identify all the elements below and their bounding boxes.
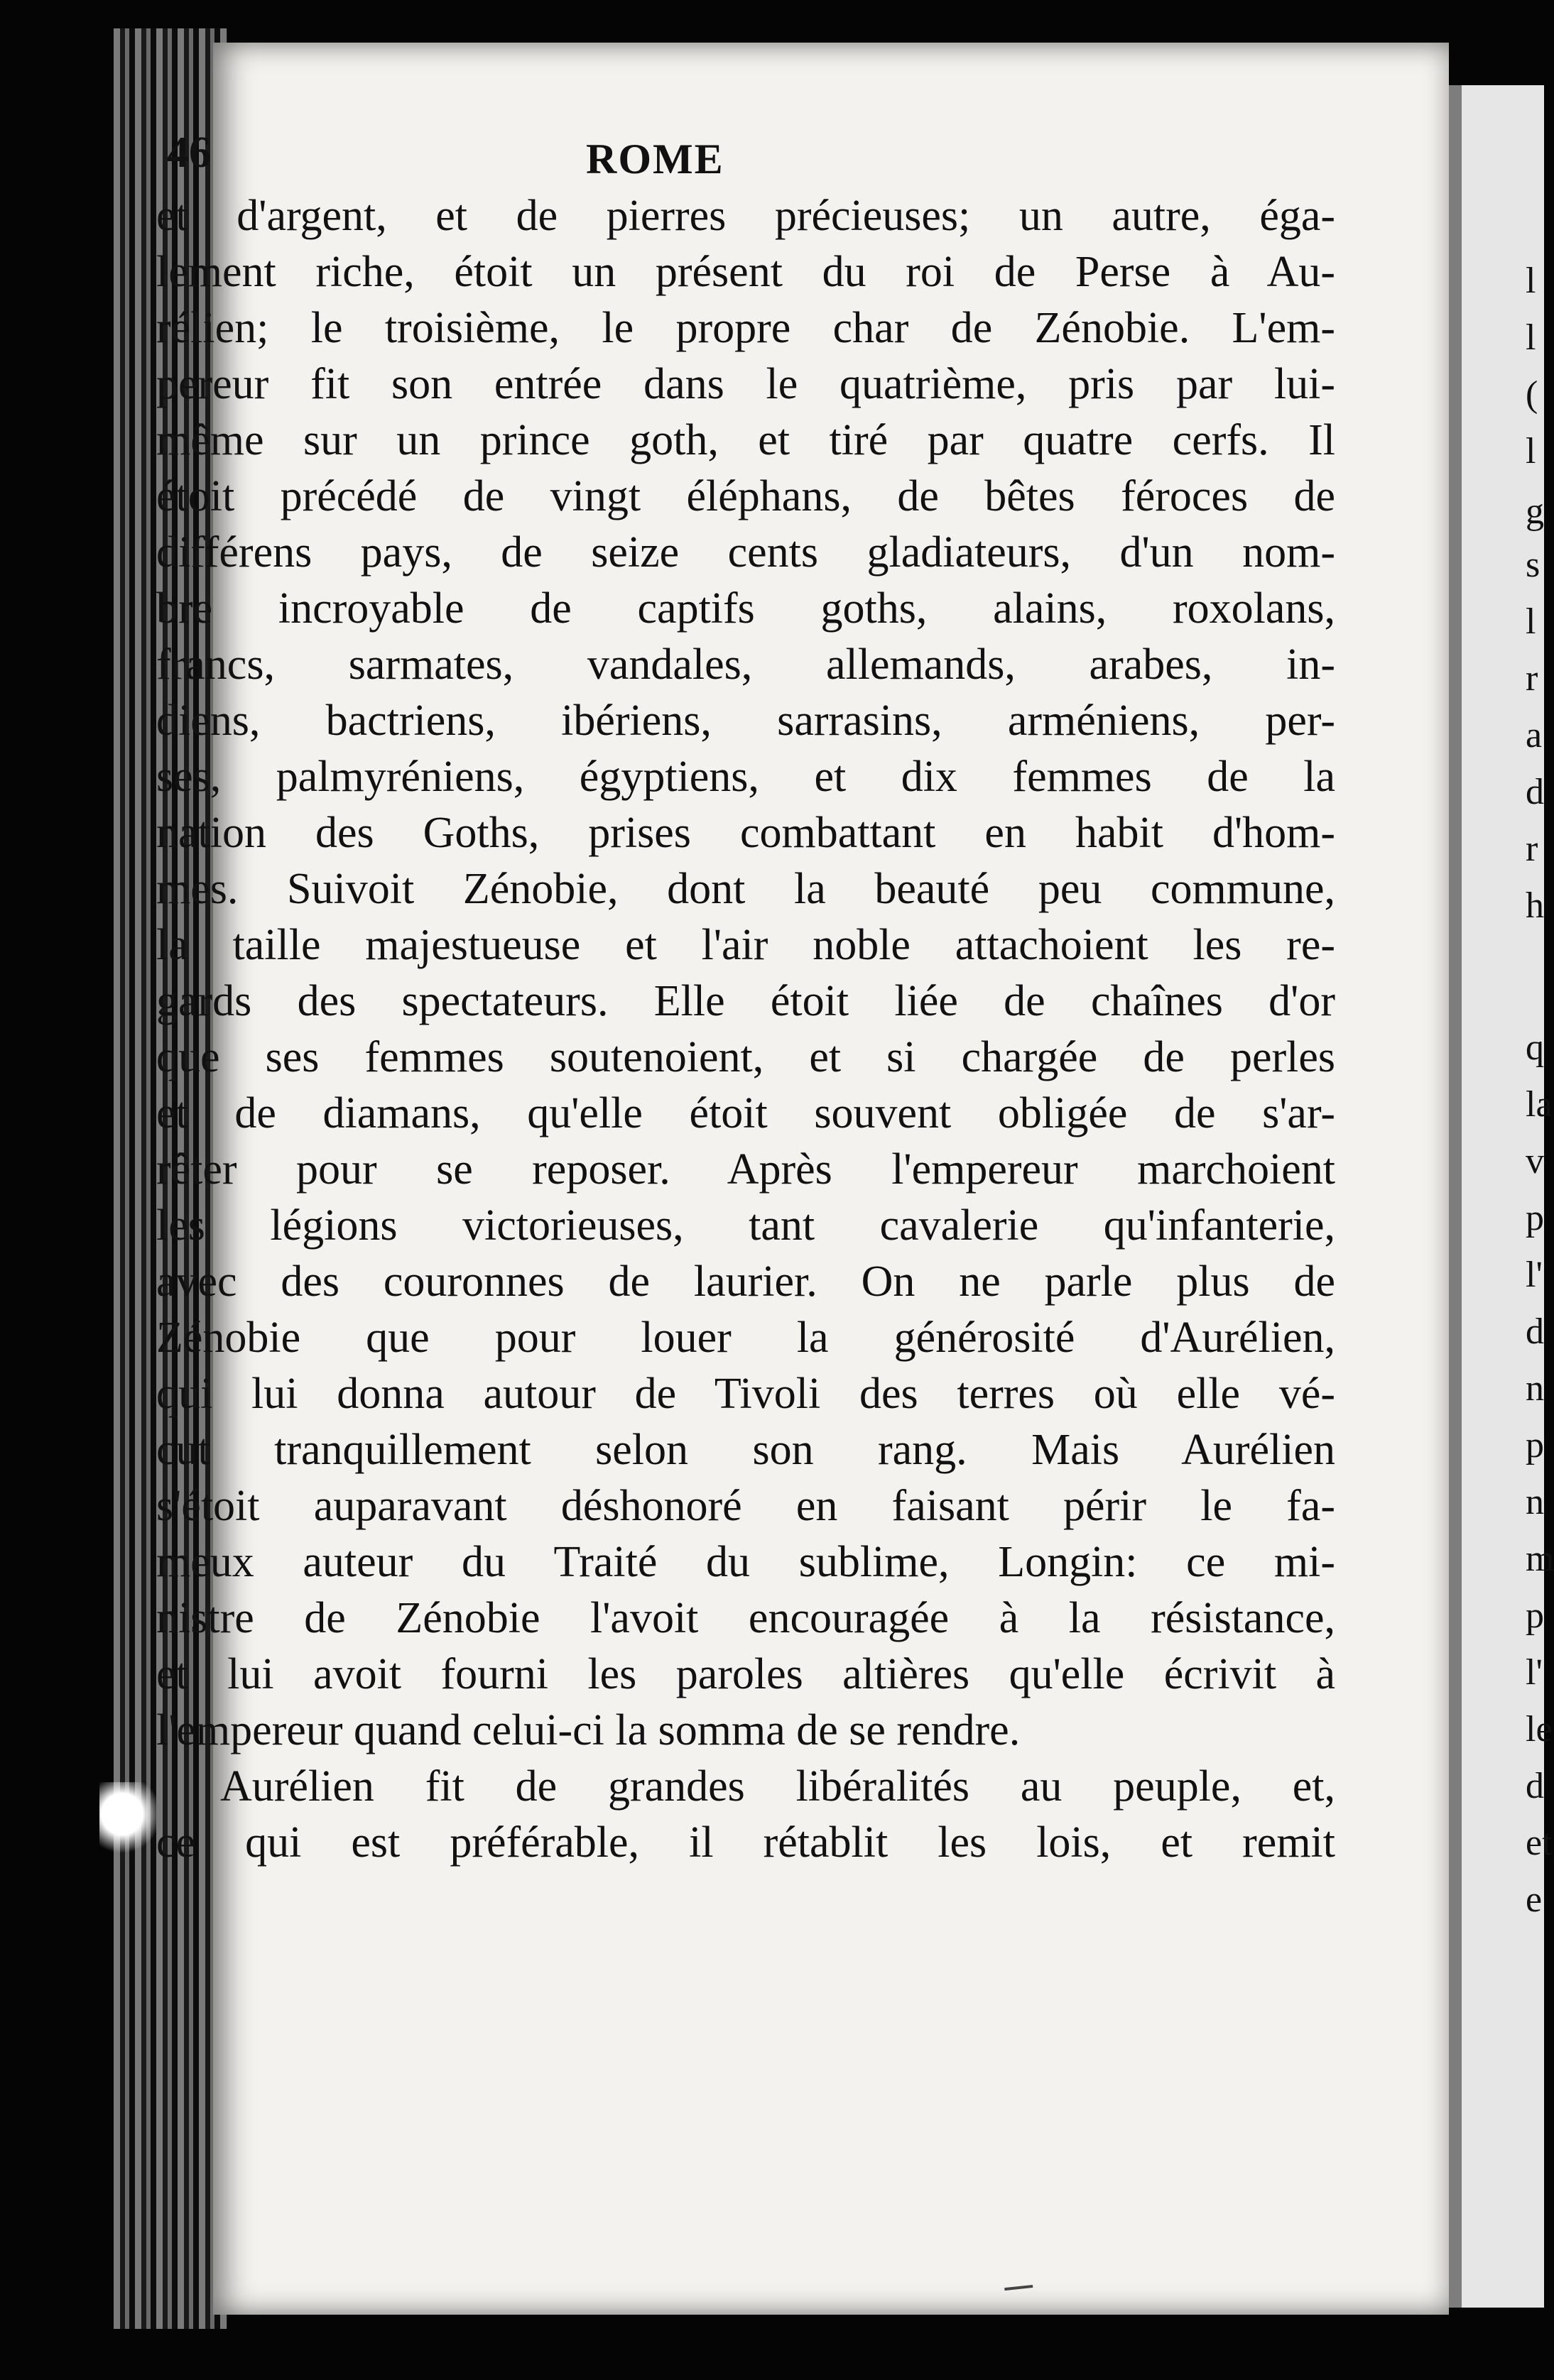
text-line: différens pays, de seize cents gladiateurs, d'un nom-	[156, 528, 1335, 577]
facing-page-fragment: (	[1526, 374, 1538, 415]
facing-page-fragment: s	[1526, 545, 1541, 585]
text-line: et d'argent, et de pierres précieuses; un autre, éga-	[156, 192, 1335, 240]
facing-page-fragment: d	[1526, 1311, 1544, 1352]
facing-page-fragment: m	[1526, 1539, 1554, 1579]
facing-page-fragment: d	[1526, 1766, 1544, 1806]
text-line: s'étoit auparavant déshonoré en faisant périr le fa-	[156, 1482, 1335, 1530]
facing-page-fragment: n	[1526, 1368, 1544, 1409]
text-line: ce qui est préférable, il rétablit les lois, et remit	[156, 1818, 1335, 1867]
text-line: et de diamans, qu'elle étoit souvent obligée de s'ar-	[156, 1089, 1335, 1137]
facing-page-fragment: a	[1526, 715, 1543, 755]
text-line: que ses femmes soutenoient, et si chargée de perles	[156, 1033, 1335, 1081]
text-line: nation des Goths, prises combattant en habit d'hom-	[156, 809, 1335, 857]
page-number: 46	[167, 129, 211, 177]
facing-page-fragment: d	[1526, 772, 1544, 812]
text-line: et lui avoit fourni les paroles altières qu'elle écrivit à	[156, 1650, 1335, 1698]
text-line: cut tranquillement selon son rang. Mais Aurélien	[156, 1426, 1335, 1474]
text-line: même sur un prince goth, et tiré par quatre cerfs. Il	[156, 416, 1335, 464]
facing-page-fragment: p	[1526, 1425, 1544, 1465]
facing-page-fragment: p	[1526, 1595, 1544, 1636]
facing-page-fragment: l	[1526, 317, 1536, 358]
text-line: rélien; le troisième, le propre char de Zénobie. L'em-	[156, 304, 1335, 352]
facing-page-edge	[1449, 85, 1554, 2308]
facing-page-fragment: l	[1526, 601, 1536, 642]
text-line: rêter pour se reposer. Après l'empereur marchoient	[156, 1145, 1335, 1194]
facing-page-fragment: h	[1526, 885, 1544, 926]
facing-page-fragment: r	[1526, 658, 1538, 699]
facing-page-fragment: v	[1526, 1141, 1544, 1181]
text-line: bre incroyable de captifs goths, alains, roxolans,	[156, 584, 1335, 633]
text-line: ses, palmyréniens, égyptiens, et dix femmes de la	[156, 753, 1335, 801]
facing-page-fragment: n	[1526, 1482, 1544, 1522]
text-line: l'empereur quand celui-ci la somma de se rendre.	[156, 1706, 1021, 1754]
facing-page-fragment: l'	[1526, 1652, 1543, 1693]
text-line: les légions victorieuses, tant cavalerie qu'infanterie,	[156, 1201, 1335, 1250]
facing-page-fragment: l	[1526, 261, 1536, 301]
text-line: pereur fit son entrée dans le quatrième, pris par lui-	[156, 360, 1335, 408]
facing-page-fragment: et	[1526, 1823, 1553, 1863]
running-head: ROME	[586, 136, 724, 182]
text-line: diens, bactriens, ibériens, sarrasins, arméniens, per-	[156, 697, 1335, 745]
facing-page-fragment: q	[1526, 1027, 1544, 1068]
text-line: la taille majestueuse et l'air noble attachoient les re-	[156, 921, 1335, 969]
facing-page-fragment: la	[1526, 1084, 1553, 1125]
paper-stain	[99, 1782, 156, 1853]
body-text	[156, 188, 1335, 1871]
facing-page-fragment: p	[1526, 1198, 1544, 1238]
text-line: nistre de Zénobie l'avoit encouragée à la résistance,	[156, 1594, 1335, 1642]
facing-page-fragment: l'	[1526, 1255, 1543, 1295]
text-line: gards des spectateurs. Elle étoit liée de chaînes d'or	[156, 977, 1335, 1025]
text-line: meux auteur du Traité du sublime, Longin: ce mi-	[156, 1538, 1335, 1586]
text-line: Aurélien fit de grandes libéralités au peuple, et,	[220, 1762, 1335, 1811]
facing-page-fragment: l	[1526, 431, 1536, 471]
text-line: Zénobie que pour louer la générosité d'Aurélien,	[156, 1314, 1335, 1362]
facing-page-fragment: r	[1526, 829, 1538, 869]
text-line: étoit précédé de vingt éléphans, de bêtes féroces de	[156, 472, 1335, 520]
text-line: lement riche, étoit un présent du roi de Perse à Au-	[156, 248, 1335, 296]
text-line: avec des couronnes de laurier. On ne parle plus de	[156, 1257, 1335, 1306]
facing-page-fragment: le	[1526, 1709, 1553, 1749]
text-line: qui lui donna autour de Tivoli des terres où elle vé-	[156, 1370, 1335, 1418]
text-line: mes. Suivoit Zénobie, dont la beauté peu commune,	[156, 865, 1335, 913]
facing-page-fragment: e	[1526, 1879, 1543, 1920]
facing-page-fragment: g	[1526, 491, 1544, 532]
text-line: francs, sarmates, vandales, allemands, arabes, in-	[156, 640, 1335, 689]
